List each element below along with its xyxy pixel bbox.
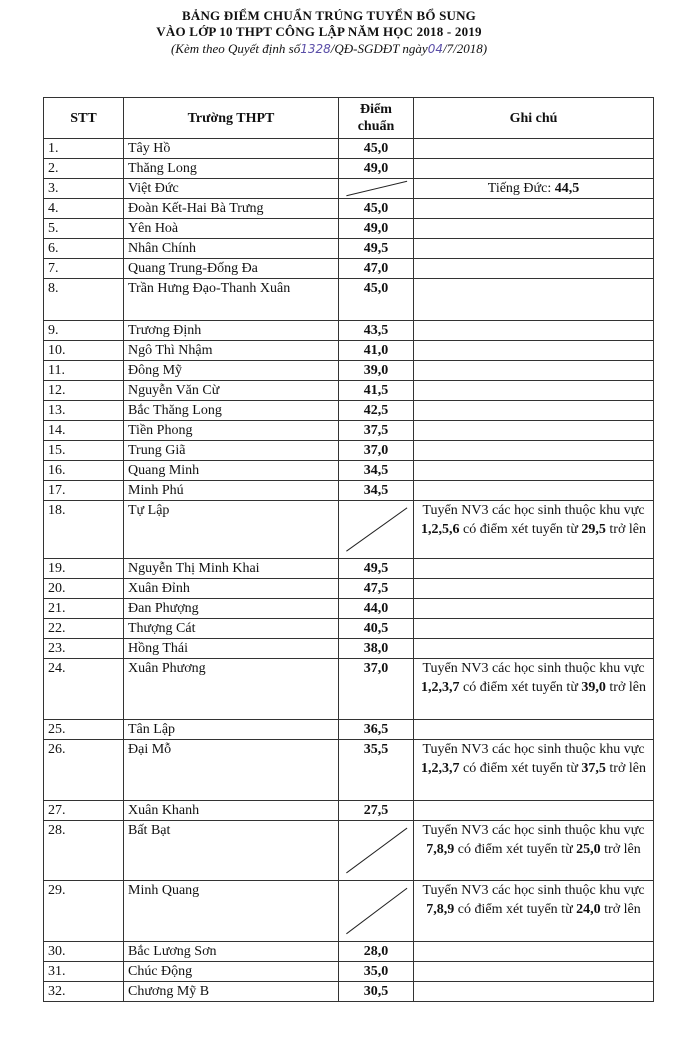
row-score: 35,5 (339, 740, 414, 801)
table-row (44, 239, 654, 259)
row-score (339, 501, 414, 559)
row-score: 41,0 (339, 341, 414, 361)
table-row (44, 599, 654, 619)
row-school: Trung Giã (124, 441, 339, 461)
row-score: 34,5 (339, 481, 414, 501)
row-stt: 29. (44, 881, 124, 942)
table-row (44, 159, 654, 179)
table-row (44, 259, 654, 279)
row-school: Tây Hồ (124, 139, 339, 159)
row-stt: 1. (44, 139, 124, 159)
row-stt: 32. (44, 982, 124, 1002)
row-note: Tuyển NV3 các học sinh thuộc khu vực 1,2,3,7 có điểm xét tuyển từ 39,0 trở lên (414, 659, 654, 720)
row-school: Quang Trung-Đống Đa (124, 259, 339, 279)
row-stt: 3. (44, 179, 124, 199)
row-note (414, 239, 654, 259)
row-school: Quang Minh (124, 461, 339, 481)
row-stt: 4. (44, 199, 124, 219)
row-school: Đại Mỗ (124, 740, 339, 801)
row-note (414, 481, 654, 501)
row-school: Thượng Cát (124, 619, 339, 639)
row-stt: 25. (44, 720, 124, 740)
row-stt: 17. (44, 481, 124, 501)
row-score: 45,0 (339, 199, 414, 219)
row-note: Tiếng Đức: 44,5 (414, 179, 654, 199)
row-score: 42,5 (339, 401, 414, 421)
col-header-score: Điểm chuẩn (339, 98, 414, 139)
row-score: 34,5 (339, 461, 414, 481)
table-row (44, 942, 654, 962)
row-school: Chương Mỹ B (124, 982, 339, 1002)
row-school: Đông Mỹ (124, 361, 339, 381)
row-note (414, 461, 654, 481)
row-score (339, 821, 414, 881)
subtitle-suffix: /7/2018) (442, 41, 488, 56)
row-stt: 15. (44, 441, 124, 461)
row-school: Trần Hưng Đạo-Thanh Xuân (124, 279, 339, 321)
row-note (414, 720, 654, 740)
table-row (44, 821, 654, 881)
row-note (414, 962, 654, 982)
table-row (44, 801, 654, 821)
row-note (414, 942, 654, 962)
table-row (44, 481, 654, 501)
row-stt: 27. (44, 801, 124, 821)
row-school: Yên Hoà (124, 219, 339, 239)
no-score-slash-mark (339, 821, 413, 880)
row-stt: 10. (44, 341, 124, 361)
table-row (44, 619, 654, 639)
row-score: 45,0 (339, 139, 414, 159)
row-stt: 16. (44, 461, 124, 481)
subtitle-prefix: (Kèm theo Quyết định số (170, 41, 301, 56)
row-stt: 20. (44, 579, 124, 599)
row-stt: 26. (44, 740, 124, 801)
table-row (44, 461, 654, 481)
row-note (414, 199, 654, 219)
table-row (44, 441, 654, 461)
row-school: Đan Phượng (124, 599, 339, 619)
table-row (44, 179, 654, 199)
no-score-slash-mark (339, 179, 413, 198)
row-score: 35,0 (339, 962, 414, 982)
row-note (414, 381, 654, 401)
row-score: 40,5 (339, 619, 414, 639)
row-score: 43,5 (339, 321, 414, 341)
subtitle (0, 40, 678, 58)
table-row (44, 381, 654, 401)
row-note (414, 421, 654, 441)
decision-day: 04 (427, 42, 443, 56)
row-stt: 21. (44, 599, 124, 619)
row-school: Xuân Khanh (124, 801, 339, 821)
table-row (44, 881, 654, 942)
row-note (414, 579, 654, 599)
row-note: Tuyển NV3 các học sinh thuộc khu vực 7,8,9 có điểm xét tuyển từ 24,0 trở lên (414, 881, 654, 942)
row-note (414, 982, 654, 1002)
row-note (414, 401, 654, 421)
row-score: 28,0 (339, 942, 414, 962)
table-row (44, 139, 654, 159)
row-note: Tuyển NV3 các học sinh thuộc khu vực 1,2,5,6 có điểm xét tuyển từ 29,5 trở lên (414, 501, 654, 559)
row-school: Bắc Lương Sơn (124, 942, 339, 962)
row-note (414, 139, 654, 159)
row-score: 49,5 (339, 239, 414, 259)
row-stt: 31. (44, 962, 124, 982)
row-stt: 19. (44, 559, 124, 579)
row-note (414, 159, 654, 179)
row-stt: 24. (44, 659, 124, 720)
row-score: 39,0 (339, 361, 414, 381)
row-note (414, 341, 654, 361)
row-score: 41,5 (339, 381, 414, 401)
row-stt: 5. (44, 219, 124, 239)
table-row (44, 501, 654, 559)
row-note (414, 259, 654, 279)
table-row (44, 720, 654, 740)
row-school: Tân Lập (124, 720, 339, 740)
row-school: Trương Định (124, 321, 339, 341)
document-header (0, 8, 678, 58)
col-header-note: Ghi chú (414, 98, 654, 139)
row-school: Nhân Chính (124, 239, 339, 259)
row-school: Xuân Đỉnh (124, 579, 339, 599)
row-note (414, 219, 654, 239)
row-note (414, 639, 654, 659)
row-stt: 2. (44, 159, 124, 179)
row-school: Hồng Thái (124, 639, 339, 659)
decision-number: 1328 (300, 42, 331, 56)
col-header-stt: STT (44, 98, 124, 139)
row-school: Chúc Động (124, 962, 339, 982)
row-score: 37,5 (339, 421, 414, 441)
row-school: Ngô Thì Nhậm (124, 341, 339, 361)
row-stt: 23. (44, 639, 124, 659)
row-stt: 13. (44, 401, 124, 421)
title-line-2: VÀO LỚP 10 THPT CÔNG LẬP NĂM HỌC 2018 - 2019 (156, 24, 482, 39)
row-school: Xuân Phương (124, 659, 339, 720)
row-note (414, 279, 654, 321)
row-school: Minh Quang (124, 881, 339, 942)
table-row (44, 321, 654, 341)
row-stt: 9. (44, 321, 124, 341)
row-school: Bất Bạt (124, 821, 339, 881)
row-score: 49,5 (339, 559, 414, 579)
table-row (44, 421, 654, 441)
row-stt: 14. (44, 421, 124, 441)
table-row (44, 341, 654, 361)
table-row (44, 361, 654, 381)
row-score: 30,5 (339, 982, 414, 1002)
no-score-slash-mark (339, 881, 413, 941)
row-school: Minh Phú (124, 481, 339, 501)
table-row (44, 982, 654, 1002)
row-school: Nguyễn Văn Cừ (124, 381, 339, 401)
row-score: 45,0 (339, 279, 414, 321)
row-note (414, 321, 654, 341)
row-score: 27,5 (339, 801, 414, 821)
row-school: Tự Lập (124, 501, 339, 559)
row-score: 36,5 (339, 720, 414, 740)
table-row (44, 279, 654, 321)
row-school: Thăng Long (124, 159, 339, 179)
row-stt: 12. (44, 381, 124, 401)
row-score: 47,5 (339, 579, 414, 599)
row-score: 38,0 (339, 639, 414, 659)
row-score (339, 179, 414, 199)
row-school: Việt Đức (124, 179, 339, 199)
row-note (414, 801, 654, 821)
title-line-1: BẢNG ĐIỂM CHUẨN TRÚNG TUYỂN BỔ SUNG (182, 8, 476, 23)
row-note (414, 559, 654, 579)
table-row (44, 219, 654, 239)
row-stt: 8. (44, 279, 124, 321)
row-stt: 30. (44, 942, 124, 962)
row-school: Bắc Thăng Long (124, 401, 339, 421)
table-row (44, 639, 654, 659)
table-row (44, 740, 654, 801)
table-row (44, 579, 654, 599)
table-row (44, 962, 654, 982)
table-header-row (44, 98, 654, 139)
row-note (414, 599, 654, 619)
row-stt: 11. (44, 361, 124, 381)
row-stt: 28. (44, 821, 124, 881)
row-school: Nguyễn Thị Minh Khai (124, 559, 339, 579)
row-note: Tuyển NV3 các học sinh thuộc khu vực 7,8,9 có điểm xét tuyển từ 25,0 trở lên (414, 821, 654, 881)
row-score: 37,0 (339, 441, 414, 461)
row-stt: 18. (44, 501, 124, 559)
table-row (44, 659, 654, 720)
row-note (414, 361, 654, 381)
row-score: 37,0 (339, 659, 414, 720)
row-stt: 6. (44, 239, 124, 259)
row-note (414, 441, 654, 461)
row-score (339, 881, 414, 942)
row-note: Tuyển NV3 các học sinh thuộc khu vực 1,2,3,7 có điểm xét tuyển từ 37,5 trở lên (414, 740, 654, 801)
subtitle-middle: /QĐ-SGDĐT ngày (330, 41, 428, 56)
row-score: 47,0 (339, 259, 414, 279)
row-note (414, 619, 654, 639)
row-stt: 22. (44, 619, 124, 639)
score-table (43, 97, 654, 1002)
col-header-school: Trường THPT (124, 98, 339, 139)
row-stt: 7. (44, 259, 124, 279)
row-score: 49,0 (339, 159, 414, 179)
no-score-slash-mark (339, 501, 413, 558)
row-school: Tiền Phong (124, 421, 339, 441)
row-school: Đoàn Kết-Hai Bà Trưng (124, 199, 339, 219)
table-row (44, 559, 654, 579)
row-score: 49,0 (339, 219, 414, 239)
table-row (44, 401, 654, 421)
table-row (44, 199, 654, 219)
row-score: 44,0 (339, 599, 414, 619)
